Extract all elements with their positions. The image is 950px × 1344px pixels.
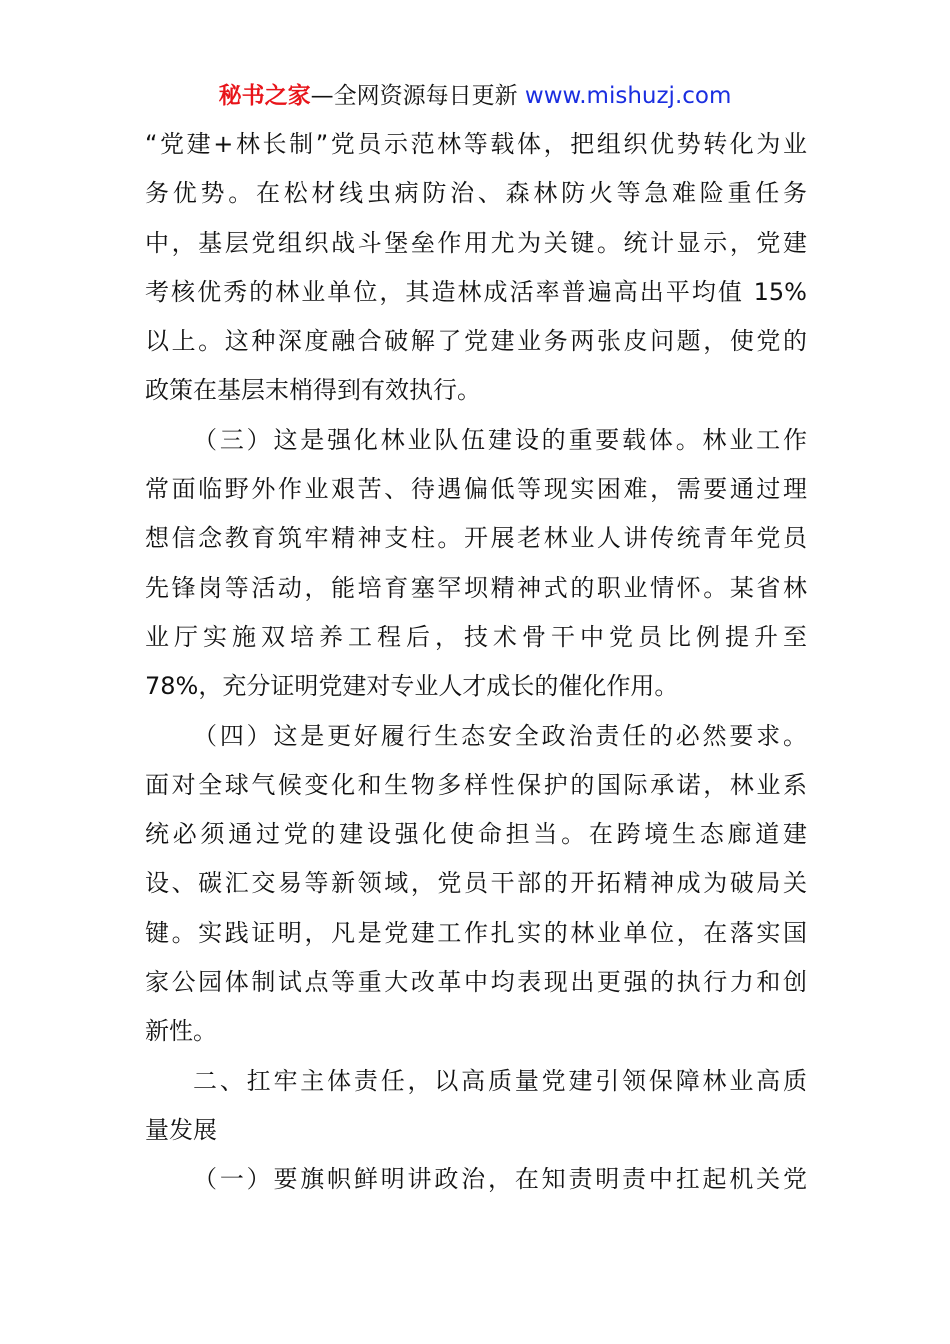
text-line: 键。实践证明，凡是党建工作扎实的林业单位，在落实国 bbox=[145, 918, 807, 947]
text-line: （四）这是更好履行生态安全政治责任的必然要求。 bbox=[193, 721, 807, 750]
text-line: 务优势。在松材线虫病防治、森林防火等急难险重任务 bbox=[145, 179, 807, 208]
text-line: 78%，充分证明党建对专业人才成长的催化作用。 bbox=[145, 672, 679, 701]
text-line: （三）这是强化林业队伍建设的重要载体。林业工作 bbox=[193, 425, 807, 454]
text-line: “党建+林长制”党员示范林等载体，把组织优势转化为业 bbox=[145, 130, 807, 158]
text-line: 以上。这种深度融合破解了党建业务两张皮问题，使党的 bbox=[145, 327, 807, 356]
site-url-link[interactable]: www.mishuzj.com bbox=[524, 83, 732, 109]
text-line: 面对全球气候变化和生物多样性保护的国际承诺，林业系 bbox=[145, 770, 807, 799]
text-line: （一）要旗帜鲜明讲政治，在知责明责中扛起机关党 bbox=[193, 1165, 807, 1194]
text-line: 二、扛牢主体责任，以高质量党建引领保障林业高质 bbox=[193, 1066, 807, 1095]
text-line: 常面临野外作业艰苦、待遇偏低等现实困难，需要通过理 bbox=[145, 475, 807, 504]
site-header bbox=[0, 80, 950, 112]
text-line: 设、碳汇交易等新领域，党员干部的开拓精神成为破局关 bbox=[145, 869, 807, 898]
text-line: 政策在基层末梢得到有效执行。 bbox=[145, 376, 481, 405]
text-line: 想信念教育筑牢精神支柱。开展老林业人讲传统青年党员 bbox=[145, 524, 807, 553]
text-line: 家公园体制试点等重大改革中均表现出更强的执行力和创 bbox=[145, 968, 807, 997]
text-line: 新性。 bbox=[145, 1017, 217, 1046]
site-brand: 秘书之家 bbox=[218, 83, 311, 109]
text-line: 业厅实施双培养工程后，技术骨干中党员比例提升至 bbox=[145, 622, 807, 651]
text-line: 先锋岗等活动，能培育塞罕坝精神式的职业情怀。某省林 bbox=[145, 573, 807, 602]
document-body bbox=[145, 120, 807, 1205]
text-line: 统必须通过党的建设强化使命担当。在跨境生态廊道建 bbox=[145, 820, 807, 849]
paragraph-subsection-1 bbox=[145, 1155, 807, 1204]
section-heading-2 bbox=[145, 1057, 807, 1156]
text-line: 量发展 bbox=[145, 1115, 217, 1144]
paragraph-section-4 bbox=[145, 712, 807, 1057]
paragraph-1 bbox=[145, 120, 807, 416]
site-tagline: —全网资源每日更新 bbox=[310, 83, 525, 109]
text-line: 考核优秀的林业单位，其造林成活率普遍高出平均值 15% bbox=[145, 277, 807, 306]
paragraph-section-3 bbox=[145, 416, 807, 712]
text-line: 中，基层党组织战斗堡垒作用尤为关键。统计显示，党建 bbox=[145, 228, 807, 257]
